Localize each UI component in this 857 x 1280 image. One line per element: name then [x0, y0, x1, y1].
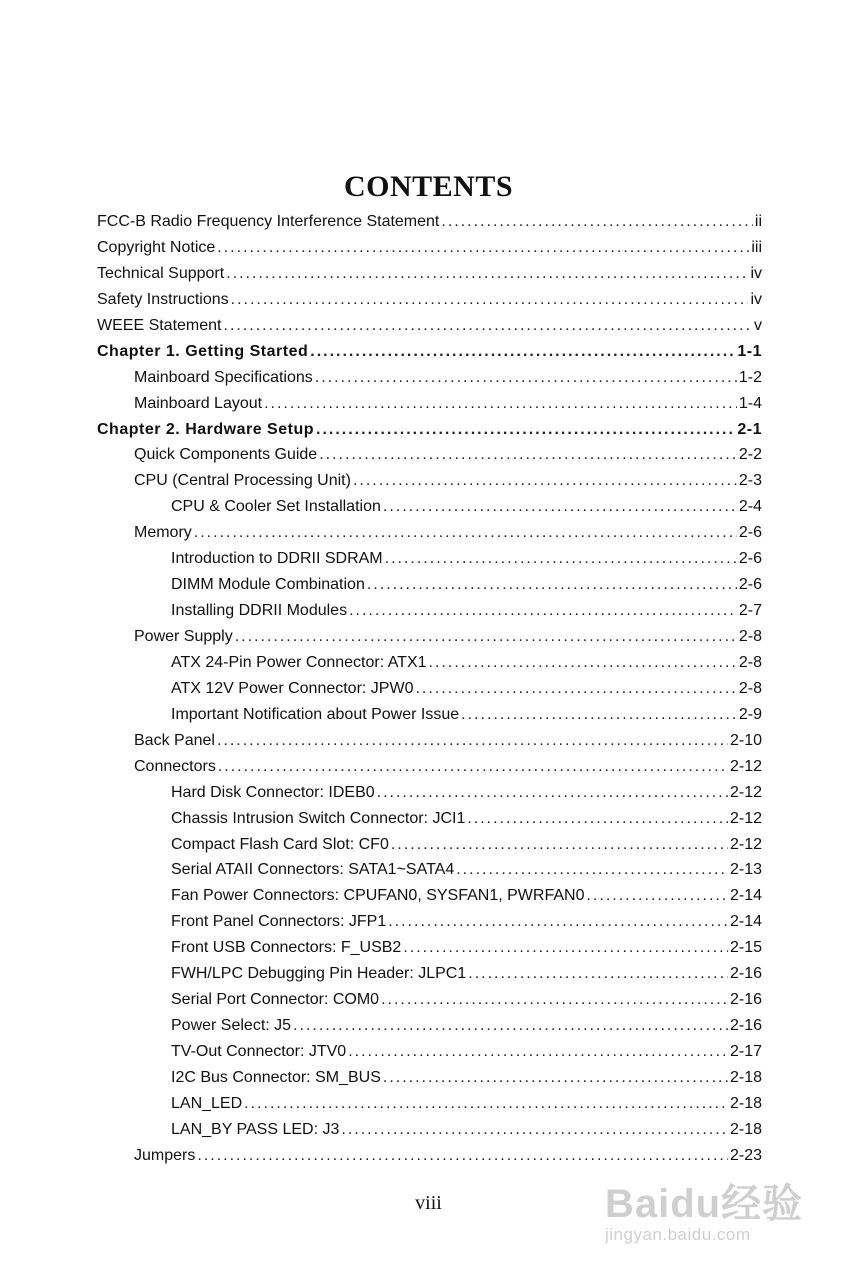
toc-entry-label: Connectors [134, 757, 216, 775]
dot-leader [367, 576, 737, 594]
toc-entry-back-panel [97, 732, 762, 758]
dot-leader [429, 654, 737, 672]
toc-entry-atx-12v [97, 680, 762, 706]
toc-entry-serial-port [97, 991, 762, 1017]
toc-entry-label: Power Supply [134, 628, 233, 645]
toc-entry-label: Important Notification about Power Issue [171, 705, 460, 723]
toc-entry-dimm-combination [97, 576, 762, 602]
dot-leader [264, 395, 737, 413]
toc-entry-cpu-cooler-installation [97, 498, 762, 524]
toc-entry-serial-ata [97, 861, 762, 887]
dot-leader [388, 913, 728, 931]
toc-entry-label: Jumpers [134, 1146, 196, 1164]
dot-leader [217, 239, 749, 257]
dot-leader [226, 265, 748, 283]
toc-entry-label: Chapter 1. Getting Started [97, 342, 309, 360]
toc-entry-label: Quick Components Guide [134, 446, 318, 464]
toc-entry-label: LAN_LED [171, 1094, 243, 1112]
toc-entry-label: Introduction to DDRII SDRAM [171, 550, 383, 568]
toc-entry-page: 2-2 [738, 446, 762, 464]
toc-entry-label: Installing DDRII Modules [171, 602, 348, 620]
dot-leader [310, 343, 735, 361]
toc-entry-power-supply [97, 628, 762, 654]
toc-entry-label: ATX 24-Pin Power Connector: ATX1 [171, 653, 427, 671]
toc-entry-label: Technical Support [97, 264, 225, 282]
toc-entry-label: Memory [134, 524, 192, 542]
toc-entry-label: CPU (Central Processing Unit) [134, 472, 351, 490]
toc-entry-page: 2-16 [729, 965, 762, 983]
toc-entry-jumpers [97, 1147, 762, 1173]
watermark-url: jingyan.baidu.com [605, 1225, 751, 1244]
toc-entry-label: Copyright Notice [97, 238, 216, 256]
dot-leader [315, 369, 737, 387]
toc-entry-page: 2-14 [729, 913, 762, 931]
toc-entry-page: ii [754, 213, 762, 230]
toc-entry-page: 2-6 [738, 550, 762, 568]
toc-entry-page: 2-4 [738, 498, 762, 516]
dot-leader [381, 991, 728, 1009]
toc-entry-page: 1-1 [737, 342, 762, 360]
toc-entry-page: 1-4 [738, 394, 762, 412]
toc-chapter-1 [97, 343, 762, 369]
toc-entry-label: TV-Out Connector: JTV0 [171, 1043, 347, 1060]
dot-leader [235, 628, 737, 646]
toc-entry-label: Safety Instructions [97, 290, 229, 308]
toc-chapter-2 [97, 421, 762, 447]
toc-entry-page: 2-1 [737, 420, 762, 438]
dot-leader [468, 965, 728, 983]
dot-leader [349, 602, 737, 620]
toc-entry-weee-statement [97, 317, 762, 343]
dot-leader [467, 810, 728, 828]
toc-entry-lan-led [97, 1095, 762, 1121]
toc-entry-page: 2-3 [738, 472, 762, 490]
toc-entry-safety-instructions [97, 291, 762, 317]
toc-entry-page: 2-16 [729, 991, 762, 1009]
toc-entry-label: Serial Port Connector: COM0 [171, 991, 380, 1009]
dot-leader [383, 498, 737, 516]
toc-entry-technical-support [97, 265, 762, 291]
dot-leader [377, 784, 728, 802]
toc-entry-page: 2-18 [729, 1120, 762, 1138]
toc-entry-page: 2-7 [738, 602, 762, 620]
toc-entry-front-panel [97, 913, 762, 939]
toc-entry-connectors [97, 758, 762, 784]
dot-leader [441, 213, 753, 231]
dot-leader [197, 1147, 728, 1165]
toc-entry-page: iv [750, 264, 762, 282]
toc-entry-label: FWH/LPC Debugging Pin Header: JLPC1 [171, 965, 467, 983]
dot-leader [341, 1121, 728, 1139]
dot-leader [319, 446, 737, 464]
toc-entry-page: 2-8 [738, 679, 762, 697]
toc-entry-mainboard-specifications [97, 369, 762, 395]
toc-entry-page: iv [750, 290, 762, 308]
toc-entry-chassis-intrusion [97, 810, 762, 836]
toc-entry-page: 2-15 [729, 939, 762, 957]
dot-leader [244, 1095, 728, 1113]
toc-entry-page: 2-18 [729, 1094, 762, 1112]
toc-entry-page: 2-23 [729, 1146, 762, 1164]
dot-leader [415, 680, 736, 698]
toc-entry-page: 1-2 [738, 368, 762, 386]
toc-entry-page: 2-12 [729, 757, 762, 775]
toc-entry-label: Compact Flash Card Slot: CF0 [171, 835, 389, 853]
dot-leader [456, 861, 728, 879]
toc-entry-page: 2-12 [729, 783, 762, 801]
dot-leader [586, 887, 727, 905]
toc-entry-label: WEEE Statement [97, 316, 222, 334]
toc-entry-atx-24pin [97, 654, 762, 680]
toc-entry-front-usb [97, 939, 762, 965]
toc-entry-label: CPU & Cooler Set Installation [171, 498, 381, 516]
toc-entry-page: 2-17 [729, 1043, 762, 1060]
toc-entry-i2c-bus [97, 1069, 762, 1095]
toc-entry-fan-power [97, 887, 762, 913]
toc-entry-quick-components-guide [97, 446, 762, 472]
toc-entry-label: Power Select: J5 [171, 1017, 292, 1035]
toc-entry-label: Chassis Intrusion Switch Connector: JCI1 [171, 809, 466, 827]
toc-entry-page: 2-12 [729, 809, 762, 827]
toc-entry-label: LAN_BY PASS LED: J3 [171, 1120, 340, 1138]
toc-entry-page: 2-10 [729, 731, 762, 749]
dot-leader [231, 291, 749, 309]
page-number: viii [415, 1192, 442, 1214]
toc-entry-cpu [97, 472, 762, 498]
page-title: CONTENTS [343, 170, 514, 203]
toc-entry-page: 2-14 [729, 887, 762, 905]
toc-entry-label: FCC-B Radio Frequency Interference Statement [97, 213, 440, 230]
dot-leader [348, 1043, 728, 1061]
toc-entry-label: Front Panel Connectors: JFP1 [171, 913, 387, 931]
toc-entry-label: DIMM Module Combination [171, 576, 365, 594]
toc-entry-page: 2-9 [738, 705, 762, 723]
toc-entry-fcc-statement [97, 213, 762, 239]
dot-leader [293, 1017, 728, 1035]
toc-entry-label: Mainboard Specifications [134, 368, 313, 386]
toc-entry-label: I2C Bus Connector: SM_BUS [171, 1068, 381, 1086]
dot-leader [218, 758, 728, 776]
toc-entry-label: Hard Disk Connector: IDEB0 [171, 783, 375, 801]
toc-entry-compact-flash [97, 836, 762, 862]
toc-entry-ddrii-intro [97, 550, 762, 576]
dot-leader [194, 524, 737, 542]
toc-entry-label: Mainboard Layout [134, 394, 263, 412]
toc-entry-page: 2-6 [738, 524, 762, 542]
toc-entry-page: 2-16 [729, 1017, 762, 1035]
dot-leader [316, 421, 735, 439]
dot-leader [391, 836, 728, 854]
toc-entry-label: ATX 12V Power Connector: JPW0 [171, 679, 414, 697]
watermark-logo: Baidu经验 [605, 1182, 804, 1226]
toc-entry-label: Front USB Connectors: F_USB2 [171, 939, 402, 957]
toc-entry-power-notification [97, 706, 762, 732]
dot-leader [217, 732, 728, 750]
toc-entry-page: 2-8 [738, 628, 762, 645]
toc-entry-label: Serial ATAII Connectors: SATA1~SATA4 [171, 861, 455, 879]
toc-entry-page: 2-18 [729, 1068, 762, 1086]
toc-entry-page: 2-13 [729, 861, 762, 879]
toc-entry-hard-disk-connector [97, 784, 762, 810]
dot-leader [385, 550, 737, 568]
table-of-contents [97, 213, 762, 1173]
toc-entry-fwh-lpc [97, 965, 762, 991]
toc-entry-page: 2-8 [738, 653, 762, 671]
dot-leader [353, 472, 737, 490]
toc-entry-lan-bypass-led [97, 1121, 762, 1147]
toc-entry-copyright-notice [97, 239, 762, 265]
dot-leader [383, 1069, 728, 1087]
toc-entry-page: v [754, 316, 762, 334]
toc-entry-label: Fan Power Connectors: CPUFAN0, SYSFAN1, PWRFAN0 [171, 887, 585, 905]
toc-entry-memory [97, 524, 762, 550]
toc-entry-installing-ddrii [97, 602, 762, 628]
dot-leader [224, 317, 753, 335]
toc-entry-power-select [97, 1017, 762, 1043]
dot-leader [403, 939, 728, 957]
toc-entry-tv-out [97, 1043, 762, 1069]
toc-entry-page: 2-6 [738, 576, 762, 594]
toc-entry-page: 2-12 [729, 835, 762, 853]
toc-entry-mainboard-layout [97, 395, 762, 421]
toc-entry-label: Chapter 2. Hardware Setup [97, 420, 314, 438]
watermark [605, 1172, 810, 1247]
toc-entry-label: Back Panel [134, 731, 215, 749]
dot-leader [461, 706, 737, 724]
toc-entry-page: iii [751, 238, 762, 256]
